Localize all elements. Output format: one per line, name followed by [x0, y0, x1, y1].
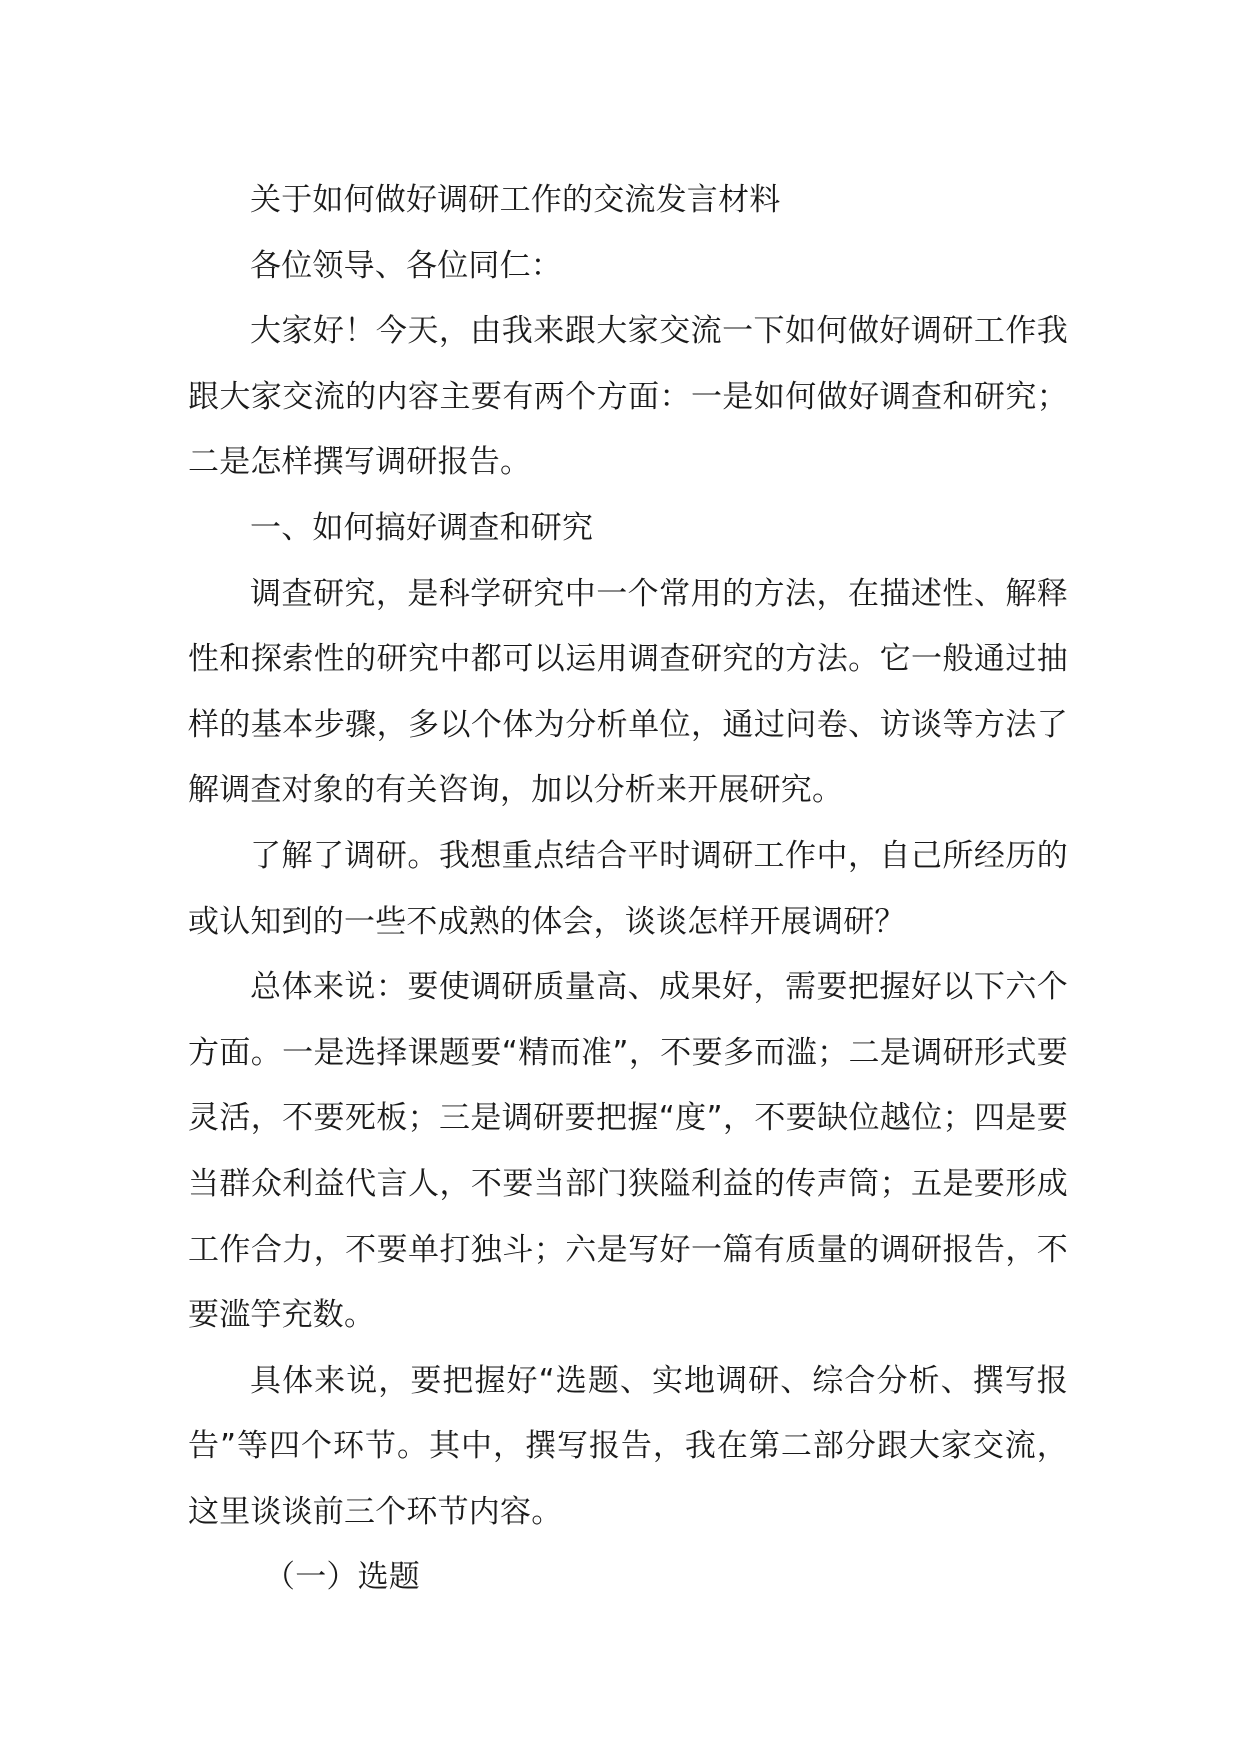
section-heading-1: 一、如何搞好调查和研究: [250, 509, 594, 546]
salutation: 各位领导、各位同仁：: [250, 247, 562, 284]
paragraph-overview: 总体来说：要使调研质量高、成果好，需要把握好以下六个方面。一是选择课题要“精而准”，不要多而滥；二是调研形式要灵活，不要死板；三是调研要把握“度”，不要缺位越位；四是要当群众利益代言人，不要当部门狭隘利益的传声筒；五是要形成工作合力，不要单打独斗；六是写好一篇有质量的调研报告，不要滥竽充数。: [188, 969, 1068, 1334]
paragraph-definition: 调查研究，是科学研究中一个常用的方法，在描述性、解释性和探索性的研究中都可以运用调查研究的方法。它一般通过抽样的基本步骤，多以个体为分析单位，通过问卷、访谈等方法了解调查对象的有关咨询，加以分析来开展研究。: [188, 575, 1068, 809]
document-body: [188, 168, 1068, 1611]
paragraph-specific: 具体来说，要把握好“选题、实地调研、综合分析、撰写报告”等四个环节。其中，撰写报告，我在第二部分跟大家交流，这里谈谈前三个环节内容。: [188, 1362, 1068, 1530]
paragraph-experience: 了解了调研。我想重点结合平时调研工作中，自己所经历的或认知到的一些不成熟的体会，谈谈怎样开展调研？: [188, 837, 1068, 940]
paragraph-greeting: 大家好！今天，由我来跟大家交流一下如何做好调研工作我跟大家交流的内容主要有两个方面：一是如何做好调查和研究；二是怎样撰写调研报告。: [188, 313, 1068, 481]
subsection-heading-topic: （一）选题: [264, 1559, 420, 1596]
document-title: 关于如何做好调研工作的交流发言材料: [250, 182, 781, 218]
